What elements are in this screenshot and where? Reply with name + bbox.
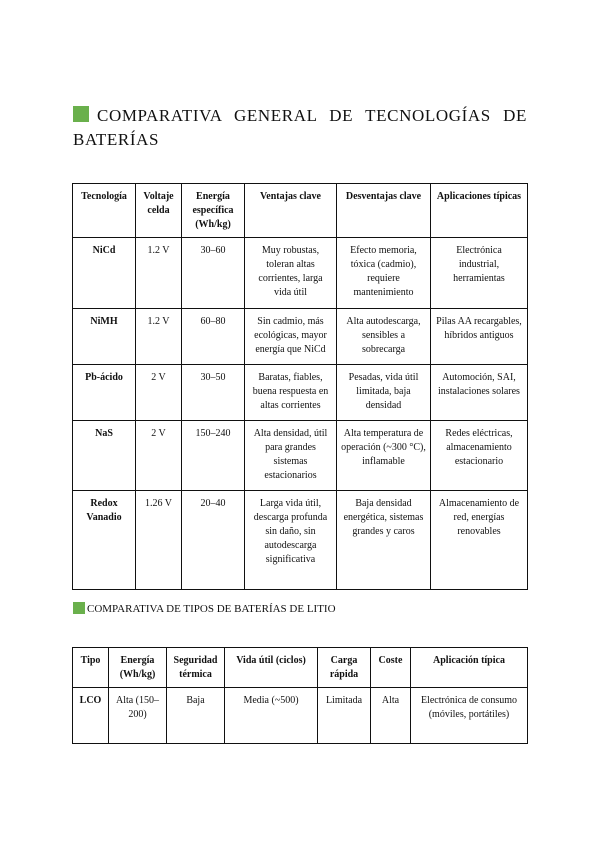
table-cell: Baja densidad energética, sistemas grandes y caros	[337, 491, 431, 590]
column-header: Vida útil (ciclos)	[225, 648, 318, 688]
table-cell: Alta	[371, 688, 411, 744]
column-header: Voltaje celda	[136, 184, 182, 238]
table-cell: Baja	[167, 688, 225, 744]
table-cell: Muy robustas, toleran altas corrientes, larga vida útil	[245, 238, 337, 309]
table-cell: Alta temperatura de operación (~300 °C), inflamable	[337, 421, 431, 491]
table-cell: Alta densidad, útil para grandes sistemas estacionarios	[245, 421, 337, 491]
column-header: Desventajas clave	[337, 184, 431, 238]
table-cell: Redes eléctricas, almacenamiento estacionario	[431, 421, 528, 491]
green-square-icon	[73, 602, 85, 614]
table-cell: Pb-ácido	[73, 365, 136, 421]
document-title	[73, 104, 527, 152]
table-cell: Alta autodescarga, sensibles a sobrecarga	[337, 309, 431, 365]
table-cell: Limitada	[318, 688, 371, 744]
column-header: Aplicaciones típicas	[431, 184, 528, 238]
table-cell: Redox Vanadio	[73, 491, 136, 590]
table-cell: Baratas, fiables, buena respuesta en altas corrientes	[245, 365, 337, 421]
table-header-row	[73, 184, 528, 238]
column-header: Tipo	[73, 648, 109, 688]
table-cell: Pesadas, vida útil limitada, baja densidad	[337, 365, 431, 421]
table-row	[73, 309, 528, 365]
table-cell: 30–50	[182, 365, 245, 421]
table-cell: 2 V	[136, 365, 182, 421]
table-cell: NiCd	[73, 238, 136, 309]
column-header: Seguridad térmica	[167, 648, 225, 688]
table-cell: 1.2 V	[136, 309, 182, 365]
table-header-row	[73, 648, 528, 688]
table-cell: Larga vida útil, descarga profunda sin daño, sin autodescarga significativa	[245, 491, 337, 590]
section-subtitle	[73, 602, 336, 616]
table-cell: 1.26 V	[136, 491, 182, 590]
table-cell: Sin cadmio, más ecológicas, mayor energía que NiCd	[245, 309, 337, 365]
table-cell: Almacenamiento de red, energías renovables	[431, 491, 528, 590]
column-header: Energía (Wh/kg)	[109, 648, 167, 688]
table-cell: 150–240	[182, 421, 245, 491]
lithium-batteries-table	[72, 647, 528, 744]
green-square-icon	[73, 106, 89, 122]
table-cell: 2 V	[136, 421, 182, 491]
column-header: Aplicación típica	[411, 648, 528, 688]
table-row	[73, 421, 528, 491]
column-header: Carga rápida	[318, 648, 371, 688]
column-header: Coste	[371, 648, 411, 688]
table-cell: Electrónica de consumo (móviles, portátiles)	[411, 688, 528, 744]
column-header: Ventajas clave	[245, 184, 337, 238]
table-cell: Electrónica industrial, herramientas	[431, 238, 528, 309]
column-header: Energía específica (Wh/kg)	[182, 184, 245, 238]
table-cell: NiMH	[73, 309, 136, 365]
document-title-text: COMPARATIVA GENERAL DE TECNOLOGÍAS DE BATERÍAS	[73, 106, 527, 149]
table-cell: 1.2 V	[136, 238, 182, 309]
table-row	[73, 365, 528, 421]
table-row	[73, 238, 528, 309]
table-cell: NaS	[73, 421, 136, 491]
table-cell: 20–40	[182, 491, 245, 590]
column-header: Tecnología	[73, 184, 136, 238]
table-cell: Pilas AA recargables, híbridos antiguos	[431, 309, 528, 365]
section-subtitle-text: COMPARATIVA DE TIPOS DE BATERÍAS DE LITIO	[87, 603, 336, 615]
table-row	[73, 688, 528, 744]
table-row	[73, 491, 528, 590]
table-cell: Alta (150–200)	[109, 688, 167, 744]
battery-technologies-table	[72, 183, 528, 590]
table-cell: 60–80	[182, 309, 245, 365]
table-cell: 30–60	[182, 238, 245, 309]
table-cell: Automoción, SAI, instalaciones solares	[431, 365, 528, 421]
table-cell: LCO	[73, 688, 109, 744]
table-cell: Media (~500)	[225, 688, 318, 744]
table-cell: Efecto memoria, tóxica (cadmio), requiere mantenimiento	[337, 238, 431, 309]
